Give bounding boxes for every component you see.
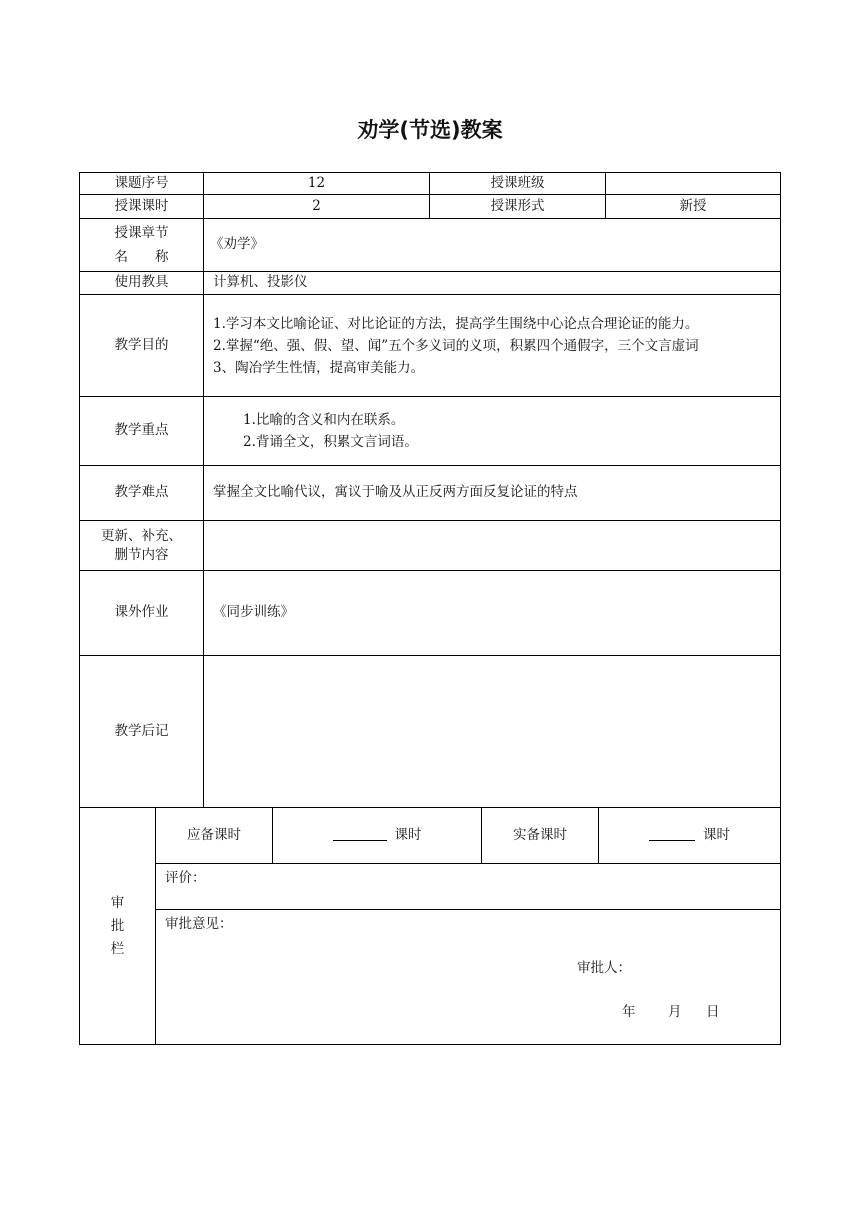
goals-label: 教学目的 (114, 336, 169, 353)
goal-item: 2.掌握“绝、强、假、望、闻”五个多义词的义项，积累四个通假字，三个文言虚词 (213, 338, 699, 354)
form-label: 授课形式 (490, 197, 545, 214)
focus-content (204, 397, 780, 465)
update-value (204, 521, 780, 570)
difficulty-label: 教学难点 (114, 484, 169, 501)
approval-side-char: 栏 (110, 940, 125, 957)
planned-hours-label: 应备课时 (187, 826, 241, 843)
chapter-label-line2: 名 称 (114, 249, 169, 265)
evaluation-label: 评价： (165, 870, 206, 886)
notes-label: 教学后记 (114, 722, 169, 739)
chapter-label-line1: 授课章节 (114, 225, 169, 241)
planned-hours-blank[interactable] (333, 830, 387, 841)
goal-item: 3、陶冶学生性情，提高审美能力。 (213, 360, 425, 376)
notes-value (204, 656, 780, 807)
lesson-number-label: 课题序号 (114, 174, 169, 191)
goal-item: 1.学习本文比喻论证、对比论证的方法，提高学生围绕中心论点合理论证的能力。 (213, 316, 699, 332)
planned-hours-field[interactable] (273, 808, 481, 863)
approval-side-char: 审 (110, 894, 125, 911)
actual-hours-field[interactable] (599, 808, 780, 863)
actual-hours-blank[interactable] (649, 830, 695, 841)
approver-label: 审批人： (577, 960, 631, 976)
focus-label: 教学重点 (114, 422, 169, 439)
approval-side-label (80, 808, 155, 1044)
chapter-label (80, 219, 203, 271)
tools-value: 计算机、投影仪 (213, 274, 308, 291)
tools-label: 使用教具 (114, 274, 169, 291)
update-label-line2: 删节内容 (114, 546, 169, 563)
lesson-number-value: 12 (307, 174, 326, 191)
actual-hours-unit: 课时 (703, 826, 730, 843)
date-day: 日 (706, 1004, 720, 1020)
date-month: 月 (668, 1004, 682, 1020)
focus-item: 1.比喻的含义和内在联系。 (243, 412, 405, 428)
form-value: 新授 (679, 197, 707, 214)
class-label: 授课班级 (490, 174, 545, 191)
hours-value: 2 (312, 197, 321, 214)
lesson-plan-table (79, 172, 781, 1045)
approval-side-char: 批 (110, 917, 125, 934)
update-label (80, 521, 203, 570)
document-title: 劝学(节选)教案 (357, 118, 503, 142)
update-label-line1: 更新、补充、 (101, 527, 182, 544)
homework-value: 《同步训练》 (213, 604, 294, 621)
date-year: 年 (622, 1004, 636, 1020)
focus-item: 2.背诵全文，积累文言词语。 (243, 434, 418, 450)
homework-label: 课外作业 (114, 604, 169, 621)
goals-content (204, 295, 780, 396)
actual-hours-label: 实备课时 (513, 826, 567, 843)
planned-hours-unit: 课时 (394, 826, 422, 843)
hours-label: 授课课时 (114, 197, 169, 214)
difficulty-value: 掌握全文比喻代议，寓议于喻及从正反两方面反复论证的特点 (213, 484, 578, 501)
chapter-value: 《劝学》 (210, 236, 264, 253)
class-value (606, 173, 780, 194)
opinion-label: 审批意见： (165, 916, 233, 932)
